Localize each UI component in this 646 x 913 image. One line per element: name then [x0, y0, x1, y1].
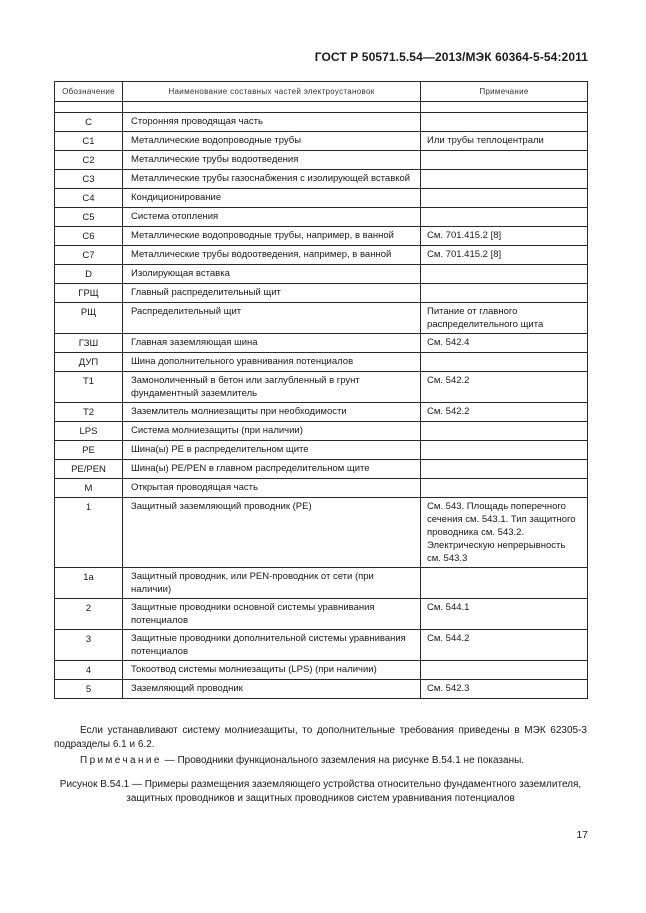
- row-note: См. 543. Площадь поперечного сечения см. 543.1. Тип защитного проводника см. 543.2. Электрическую непрерывность см. 543.3: [421, 498, 588, 568]
- table-row: [55, 265, 588, 284]
- row-name: Токоотвод системы молниезащиты (LPS) (при наличии): [123, 661, 421, 680]
- table-row: [55, 353, 588, 372]
- row-name: Главная заземляющая шина: [123, 334, 421, 353]
- row-name: Шина дополнительного уравнивания потенциалов: [123, 353, 421, 372]
- table-row: [55, 208, 588, 227]
- row-name: Металлические водопроводные трубы, например, в ванной: [123, 227, 421, 246]
- column-header-note: Примечание: [421, 82, 588, 102]
- row-code: ГЗШ: [55, 334, 123, 353]
- table-row: [55, 227, 588, 246]
- row-name: Защитные проводники основной системы уравнивания потенциалов: [123, 599, 421, 630]
- table-row: [55, 661, 588, 680]
- row-code: PE: [55, 441, 123, 460]
- row-name: Кондиционирование: [123, 189, 421, 208]
- row-name: Сторонняя проводящая часть: [123, 113, 421, 132]
- column-header-name: Наименование составных частей электроустановок: [123, 82, 421, 102]
- document-header: ГОСТ Р 50571.5.54—2013/МЭК 60364-5-54:2011: [314, 50, 588, 64]
- table-row: [55, 479, 588, 498]
- row-code: РЩ: [55, 303, 123, 334]
- row-code: T2: [55, 403, 123, 422]
- row-code: ГРЩ: [55, 284, 123, 303]
- row-code: C: [55, 113, 123, 132]
- row-note: [421, 422, 588, 441]
- table-row: [55, 422, 588, 441]
- row-code: C6: [55, 227, 123, 246]
- table-header-row: [55, 82, 588, 102]
- row-name: Изолирующая вставка: [123, 265, 421, 284]
- row-note: См. 542.2: [421, 403, 588, 422]
- row-name: Металлические трубы водоотведения: [123, 151, 421, 170]
- row-name: Шина(ы) PE в распределительном щите: [123, 441, 421, 460]
- table-row: [55, 460, 588, 479]
- row-code: 4: [55, 661, 123, 680]
- row-name: Защитный проводник, или PEN-проводник от сети (при наличии): [123, 568, 421, 599]
- table-row: [55, 498, 588, 568]
- table-row: [55, 284, 588, 303]
- row-code: 5: [55, 680, 123, 699]
- row-name: Распределительный щит: [123, 303, 421, 334]
- table-row: [55, 189, 588, 208]
- row-note: [421, 284, 588, 303]
- row-note: [421, 460, 588, 479]
- row-note: См. 544.1: [421, 599, 588, 630]
- row-name: Система отопления: [123, 208, 421, 227]
- row-note: См. 542.2: [421, 372, 588, 403]
- row-code: M: [55, 479, 123, 498]
- table-row: [55, 599, 588, 630]
- note-paragraph: [80, 754, 587, 768]
- row-name: Главный распределительный щит: [123, 284, 421, 303]
- table-row: [55, 334, 588, 353]
- row-name: Замоноличенный в бетон или заглубленный в грунт фундаментный заземлитель: [123, 372, 421, 403]
- row-note: [421, 441, 588, 460]
- row-name: Заземляющий проводник: [123, 680, 421, 699]
- row-note: Питание от главного распределительного щита: [421, 303, 588, 334]
- row-note: См. 542.3: [421, 680, 588, 699]
- row-name: Система молниезащиты (при наличии): [123, 422, 421, 441]
- table-row: [55, 441, 588, 460]
- row-code: 3: [55, 630, 123, 661]
- row-name: Защитные проводники дополнительной системы уравнивания потенциалов: [123, 630, 421, 661]
- legend-table: [54, 81, 588, 699]
- row-code: C4: [55, 189, 123, 208]
- table-row: [55, 680, 588, 699]
- row-code: C2: [55, 151, 123, 170]
- table-body: [55, 102, 588, 699]
- row-note: [421, 479, 588, 498]
- table-row: [55, 170, 588, 189]
- note-label: Примечание: [80, 755, 162, 766]
- table-row: [55, 132, 588, 151]
- row-code: D: [55, 265, 123, 284]
- row-note: См. 701.415.2 [8]: [421, 227, 588, 246]
- row-note: [421, 113, 588, 132]
- row-note: См. 544.2: [421, 630, 588, 661]
- row-note: Или трубы теплоцентрали: [421, 132, 588, 151]
- table-row: [55, 568, 588, 599]
- row-note: [421, 353, 588, 372]
- table-row: [55, 303, 588, 334]
- row-code: PE/PEN: [55, 460, 123, 479]
- note-text: — Проводники функционального заземления на рисунке В.54.1 не показаны.: [161, 755, 525, 766]
- row-note: [421, 170, 588, 189]
- row-code: 1: [55, 498, 123, 568]
- row-code: C1: [55, 132, 123, 151]
- row-code: 1a: [55, 568, 123, 599]
- row-code: T1: [55, 372, 123, 403]
- spacer-row: [55, 102, 588, 113]
- row-name: Шина(ы) PE/PEN в главном распределительном щите: [123, 460, 421, 479]
- row-code: C3: [55, 170, 123, 189]
- row-code: C5: [55, 208, 123, 227]
- column-header-code: Обозначение: [55, 82, 123, 102]
- row-note: [421, 661, 588, 680]
- table-row: [55, 151, 588, 170]
- lightning-protection-paragraph: Если устанавливают систему молниезащиты, то дополнительные требования приведены в МЭК 62305-3 подразделы 6.1 и 6.2.: [54, 725, 587, 750]
- row-name: Металлические водопроводные трубы: [123, 132, 421, 151]
- table-row: [55, 403, 588, 422]
- row-note: [421, 189, 588, 208]
- figure-caption: Рисунок В.54.1 — Примеры размещения заземляющего устройства относительно фундаментного заземлителя, защитных проводников и защитных проводников систем уравнивания потенциалов: [59, 779, 582, 804]
- row-note: См. 542.4: [421, 334, 588, 353]
- row-name: Металлические трубы газоснабжения с изолирующей вставкой: [123, 170, 421, 189]
- row-name: Заземлитель молниезащиты при необходимости: [123, 403, 421, 422]
- table-row: [55, 246, 588, 265]
- row-name: Открытая проводящая часть: [123, 479, 421, 498]
- table-row: [55, 372, 588, 403]
- row-note: См. 701.415.2 [8]: [421, 246, 588, 265]
- row-code: C7: [55, 246, 123, 265]
- table-row: [55, 113, 588, 132]
- row-name: Защитный заземляющий проводник (PE): [123, 498, 421, 568]
- row-note: [421, 151, 588, 170]
- row-code: 2: [55, 599, 123, 630]
- row-code: ДУП: [55, 353, 123, 372]
- row-note: [421, 265, 588, 284]
- page-number: 17: [576, 829, 588, 841]
- row-code: LPS: [55, 422, 123, 441]
- row-note: [421, 208, 588, 227]
- table-row: [55, 630, 588, 661]
- row-name: Металлические трубы водоотведения, например, в ванной: [123, 246, 421, 265]
- row-note: [421, 568, 588, 599]
